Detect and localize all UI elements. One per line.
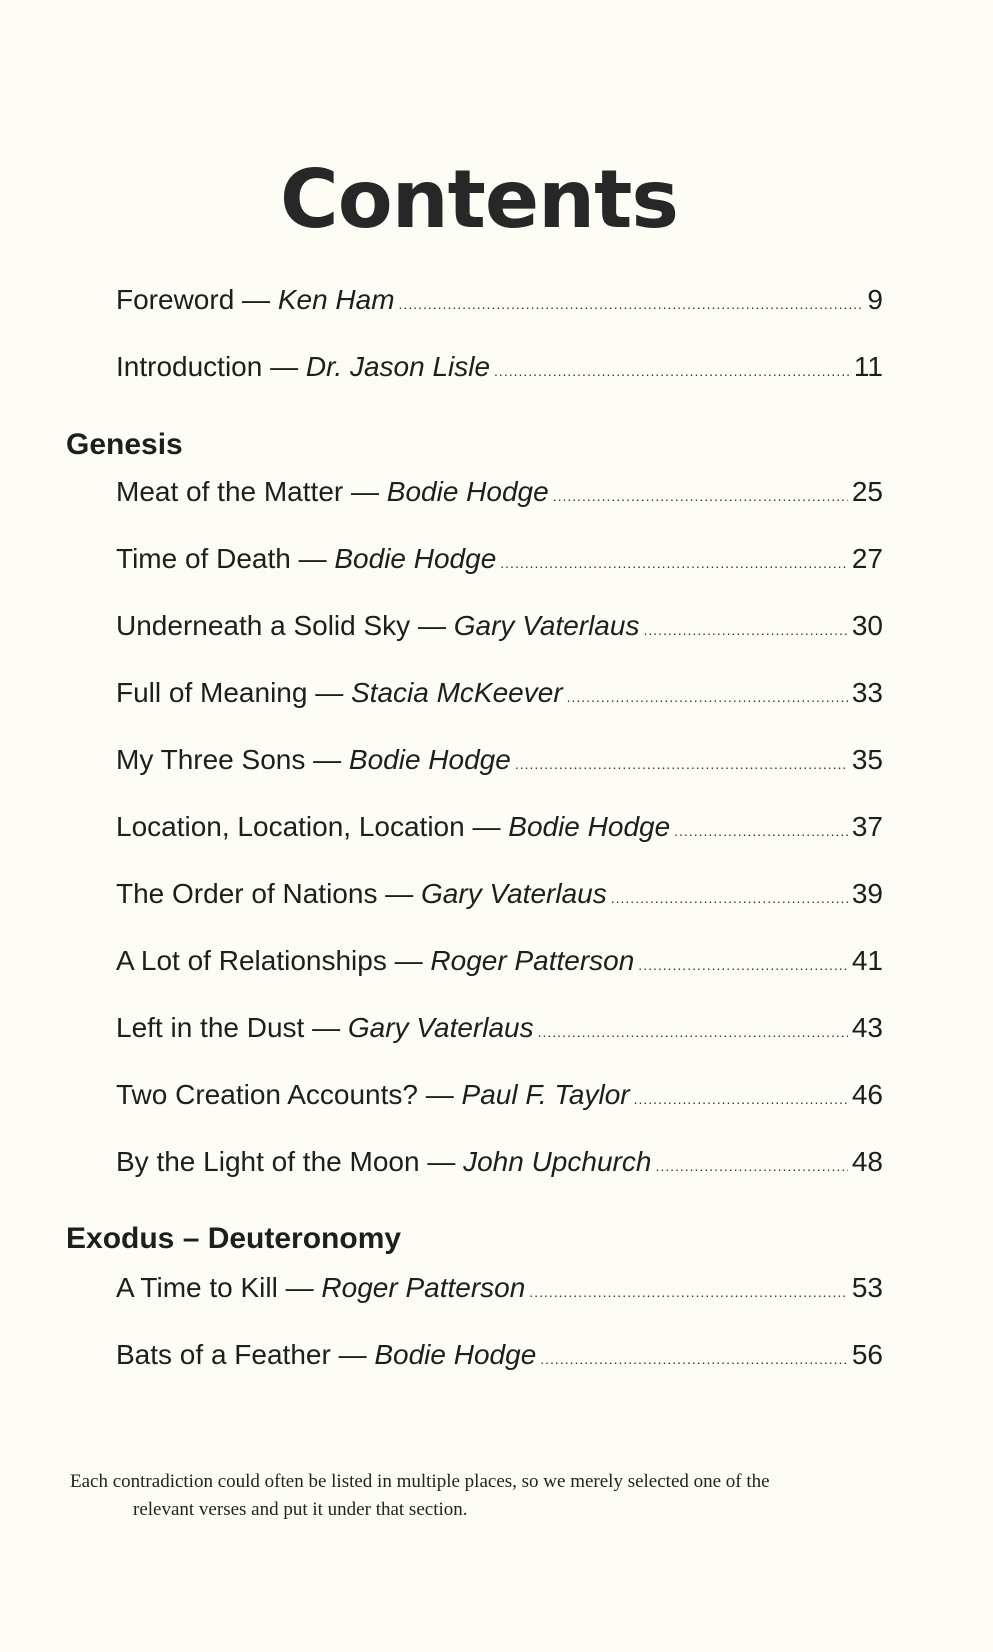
entry-title: My Three Sons [116,744,306,775]
entry-page-number: 46 [851,1079,883,1110]
entry-dash: — [315,677,344,708]
dot-leader [634,1081,848,1117]
toc-entry[interactable] [116,943,883,983]
toc-entry[interactable] [116,349,883,389]
entry-dash: — [312,1012,341,1043]
entry-page-number: 30 [851,610,883,641]
entry-author: Roger Patterson [321,1272,526,1303]
toc-entry[interactable] [116,1270,883,1310]
entry-author: Roger Patterson [430,945,635,976]
entry-author: Gary Vaterlaus [347,1012,534,1043]
entry-dash: — [270,351,299,382]
section-heading-exodus-deuteronomy: Exodus – Deuteronomy [66,1222,402,1255]
entry-dash: — [298,543,327,574]
entry-dash: — [425,1079,454,1110]
entry-title: Left in the Dust [116,1012,305,1043]
entry-author: Bodie Hodge [374,1339,537,1370]
dot-leader [611,880,848,916]
entry-title: A Lot of Relationships [116,945,387,976]
entry-dash: — [417,610,446,641]
toc-entry[interactable] [116,282,883,322]
dot-leader [655,1148,847,1184]
dot-leader [638,947,848,983]
entry-page-number: 43 [851,1012,883,1043]
entry-title: Location, Location, Location [116,811,465,842]
entry-author: Stacia McKeever [351,677,563,708]
dot-leader [674,813,848,849]
dot-leader [399,286,864,322]
dot-leader [540,1341,848,1377]
section-heading-genesis: Genesis [66,428,183,461]
toc-entry[interactable] [116,608,883,648]
dot-leader [567,679,848,715]
toc-entry[interactable] [116,1010,883,1050]
dot-leader [515,746,848,782]
footnote [70,1468,870,1524]
entry-title: Meat of the Matter [116,476,344,507]
toc-entry[interactable] [116,809,883,849]
entry-title: Introduction [116,351,263,382]
entry-title: The Order of Nations [116,878,378,909]
entry-page-number: 35 [851,744,883,775]
entry-title: Two Creation Accounts? [116,1079,418,1110]
entry-page-number: 39 [851,878,883,909]
entry-page-number: 25 [851,476,883,507]
entry-page-number: 37 [851,811,883,842]
dot-leader [529,1274,848,1310]
toc-entry[interactable] [116,675,883,715]
entry-dash: — [385,878,414,909]
entry-page-number: 48 [851,1146,883,1177]
entry-author: Paul F. Taylor [461,1079,630,1110]
entry-author: Bodie Hodge [334,543,497,574]
footnote-line-2: relevant verses and put it under that section. [133,1499,468,1520]
entry-dash: — [427,1146,456,1177]
entry-title: Full of Meaning [116,677,308,708]
entry-page-number: 11 [853,351,883,382]
entry-author: Dr. Jason Lisle [305,351,491,382]
entry-title: Time of Death [116,543,291,574]
toc-entry[interactable] [116,1077,883,1117]
entry-page-number: 27 [851,543,883,574]
entry-author: Bodie Hodge [348,744,511,775]
dot-leader [553,478,848,514]
dot-leader [494,353,850,389]
entry-page-number: 53 [851,1272,883,1303]
entry-dash: — [472,811,501,842]
dot-leader [643,612,847,648]
entry-author: John Upchurch [463,1146,652,1177]
page-title: Contents [280,153,678,246]
entry-author: Ken Ham [277,284,395,315]
toc-entry[interactable] [116,1144,883,1184]
entry-dash: — [351,476,379,507]
toc-entry[interactable] [116,474,883,514]
entry-dash: — [338,1339,367,1370]
entry-author: Bodie Hodge [386,476,549,507]
entry-page-number: 56 [851,1339,883,1370]
entry-page-number: 33 [851,677,883,708]
entry-page-number: 41 [851,945,883,976]
toc-entry[interactable] [116,1337,883,1377]
entry-dash: — [285,1272,314,1303]
entry-dash: — [313,744,342,775]
toc-entry[interactable] [116,876,883,916]
entry-title: Foreword [116,284,235,315]
entry-dash: — [394,945,423,976]
entry-dash: — [242,284,271,315]
entry-title: Underneath a Solid Sky [116,610,411,641]
entry-title: A Time to Kill [116,1272,278,1303]
toc-entry[interactable] [116,742,883,782]
entry-title: By the Light of the Moon [116,1146,420,1177]
entry-author: Gary Vaterlaus [421,878,607,909]
entry-author: Bodie Hodge [508,811,671,842]
toc-entry[interactable] [116,541,883,581]
entry-title: Bats of a Feather [116,1339,331,1370]
entry-page-number: 9 [867,284,883,315]
footnote-line-1: Each contradiction could often be listed in multiple places, so we merely selected one of the [70,1471,770,1492]
dot-leader [538,1014,848,1050]
dot-leader [500,545,848,581]
entry-author: Gary Vaterlaus [453,610,640,641]
